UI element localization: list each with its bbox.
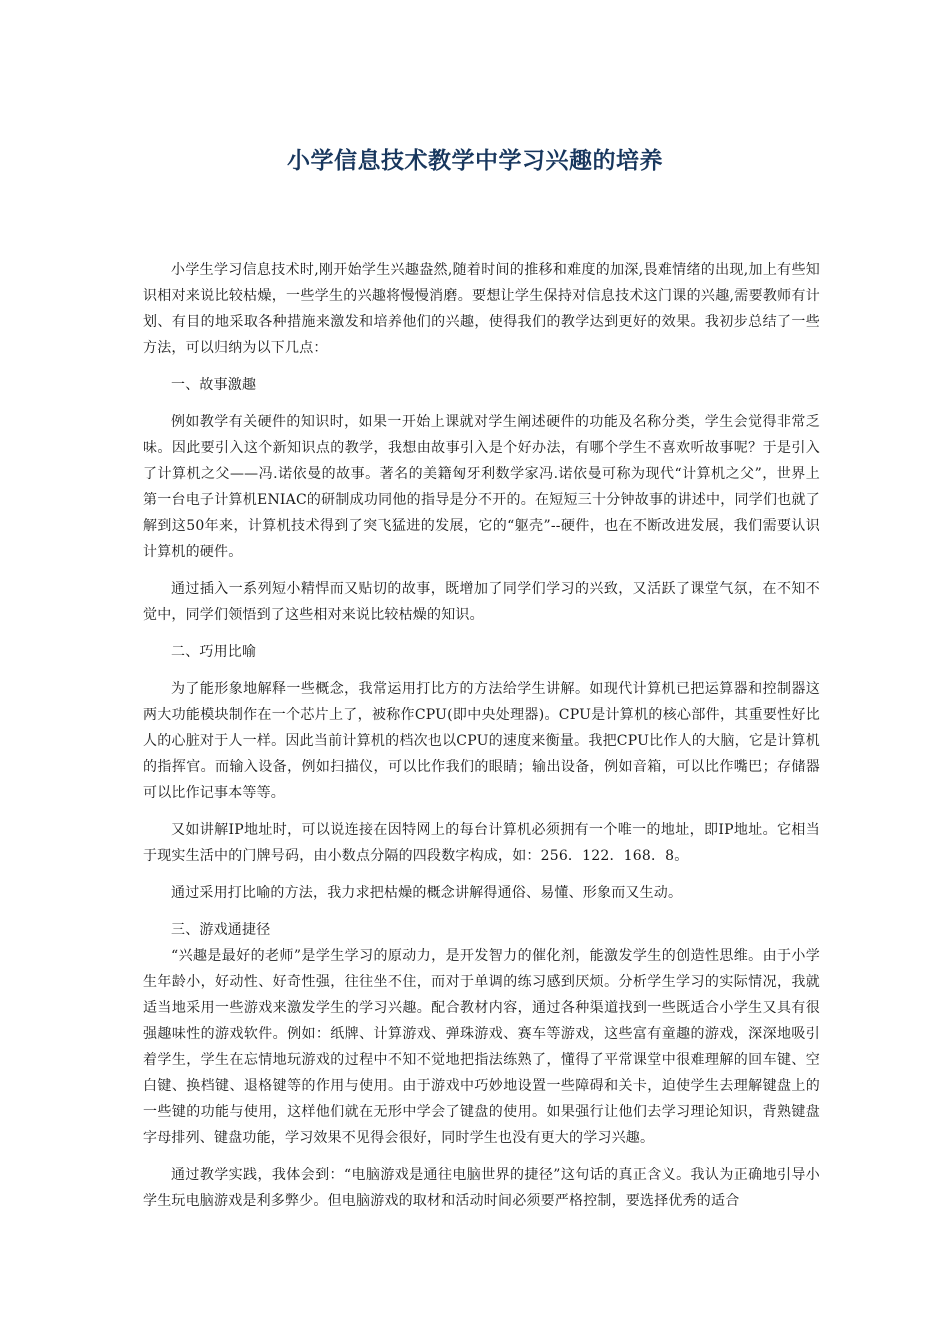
section-heading-story: 一、故事激趣 bbox=[171, 377, 257, 393]
games-paragraph-1: “兴趣是最好的老师”是学生学习的原动力，是开发智力的催化剂，能激发学生的创造性思维。由于小学生年龄小，好动性、好奇性强，往往坐不住，而对于单调的练习感到厌烦。分析学生学习的实际情况，我就适当地采用一些游戏来激发学生的学习兴趣。配合教材内容，通过各种渠道找到一些既适合小学生又具有很强趣味性的游戏软件。例如：纸牌、计算游戏、弹珠游戏、赛车等游戏，这些富有童趣的游戏，深深地吸引着学生，学生在忘情地玩游戏的过程中不知不觉地把指法练熟了，懂得了平常课堂中很难理解的回车键、空白键、换档键、退格键等的作用与使用。由于游戏中巧妙地设置一些障碍和关卡，迫使学生去理解键盘上的一些键的功能与使用，这样他们就在无形中学会了键盘的使用。如果强行让他们去学习理论知识，背熟键盘字母排列、键盘功能，学习效果不见得会很好，同时学生也没有更大的学习兴趣。 bbox=[143, 948, 820, 1146]
section-heading-games: 三、游戏通捷径 bbox=[171, 922, 271, 938]
games-paragraph-2: 通过教学实践，我体会到：“电脑游戏是通往电脑世界的捷径”这句话的真正含义。我认为正确地引导小学生玩电脑游戏是利多弊少。但电脑游戏的取材和活动时间必须要严格控制，要选择优秀的适合 bbox=[143, 1167, 820, 1209]
document-title: 小学信息技术教学中学习兴趣的培养 bbox=[287, 147, 663, 174]
intro-paragraph: 小学生学习信息技术时,刚开始学生兴趣盎然,随着时间的推移和难度的加深,畏难情绪的出现,加上有些知识相对来说比较枯燥，一些学生的兴趣将慢慢消磨。要想让学生保持对信息技术这门课的兴趣,需要教师有计划、有目的地采取各种措施来激发和培养他们的兴趣，使得我们的教学达到更好的效果。我初步总结了一些方法，可以归纳为以下几点： bbox=[143, 262, 820, 356]
metaphor-paragraph-3: 通过采用打比喻的方法，我力求把枯燥的概念讲解得通俗、易懂、形象而又生动。 bbox=[171, 885, 683, 901]
section-heading-metaphor: 二、巧用比喻 bbox=[171, 644, 257, 660]
metaphor-paragraph-2: 又如讲解IP地址时，可以说连接在因特网上的每台计算机必须拥有一个唯一的地址，即IP地址。它相当于现实生活中的门牌号码，由小数点分隔的四段数字构成，如：256．122．168．8。 bbox=[143, 822, 820, 864]
story-paragraph-1: 例如教学有关硬件的知识时，如果一开始上课就对学生阐述硬件的功能及名称分类，学生会觉得非常乏味。因此要引入这个新知识点的教学，我想由故事引入是个好办法，有哪个学生不喜欢听故事呢？于是引入了计算机之父——冯.诺依曼的故事。著名的美籍匈牙利数学家冯.诺依曼可称为现代“计算机之父”，世界上第一台电子计算机ENIAC的研制成功同他的指导是分不开的。在短短三十分钟故事的讲述中，同学们也就了解到这50年来，计算机技术得到了突飞猛进的发展，它的“躯壳”--硬件，也在不断改进发展，我们需要认识计算机的硬件。 bbox=[143, 414, 820, 560]
document-body bbox=[143, 257, 820, 1225]
metaphor-paragraph-1: 为了能形象地解释一些概念，我常运用打比方的方法给学生讲解。如现代计算机已把运算器和控制器这两大功能模块制作在一个芯片上了，被称作CPU(即中央处理器)。CPU是计算机的核心部件，其重要性好比人的心脏对于人一样。因此当前计算机的档次也以CPU的速度来衡量。我把CPU比作人的大脑，它是计算机的指挥官。而输入设备，例如扫描仪，可以比作我们的眼睛；输出设备，例如音箱，可以比作嘴巴；存储器可以比作记事本等等。 bbox=[143, 681, 820, 801]
story-paragraph-2: 通过插入一系列短小精悍而又贴切的故事，既增加了同学们学习的兴致，又活跃了课堂气氛，在不知不觉中，同学们领悟到了这些相对来说比较枯燥的知识。 bbox=[143, 581, 820, 623]
